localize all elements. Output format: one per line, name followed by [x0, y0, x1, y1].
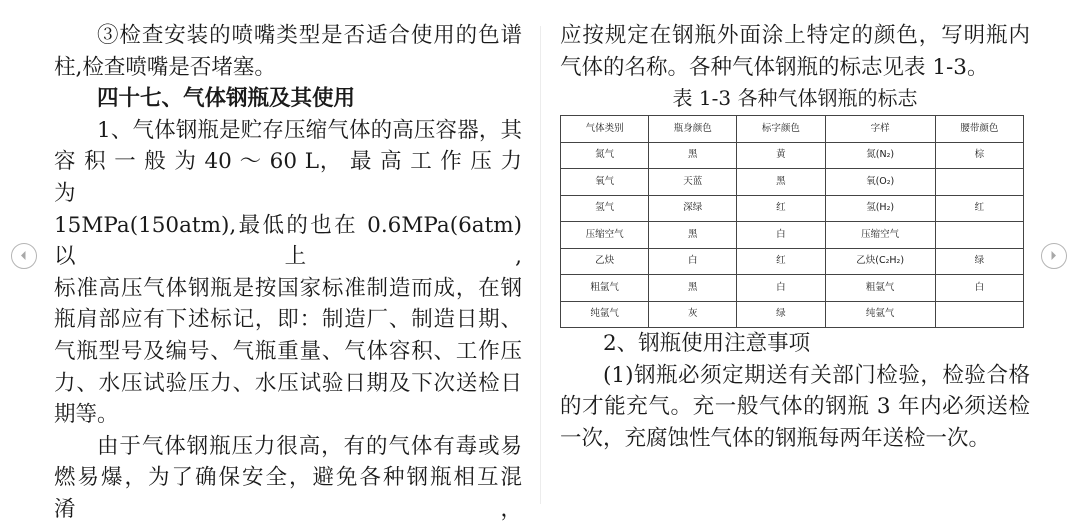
table-cell	[935, 301, 1023, 328]
table-row	[561, 195, 1024, 222]
table-cell: 绿	[935, 248, 1023, 275]
table-cell: 黑	[649, 142, 737, 169]
text-line: 柱,检查喷嘴是否堵塞。	[54, 54, 276, 80]
text-line: 2、钢瓶使用注意事项	[603, 331, 811, 357]
table-cell: 红	[737, 248, 825, 275]
text-line: 应按规定在钢瓶外面涂上特定的颜色，写明瓶内	[560, 23, 1030, 48]
table-header-cell: 气体类别	[561, 116, 649, 143]
table-cell: 灰	[649, 301, 737, 328]
table-cell: 黑	[649, 275, 737, 302]
right-page-top-text	[560, 20, 1030, 83]
text-line: 四十七、气体钢瓶及其使用	[97, 86, 356, 112]
table-cell: 黑	[649, 222, 737, 249]
table-cell: 氧气	[561, 169, 649, 196]
left-page	[54, 20, 522, 526]
next-page-button[interactable]	[1041, 243, 1067, 269]
text-line: 燃易爆，为了确保安全，避免各种钢瓶相互混淆，	[54, 465, 522, 522]
text-line: 一次，充腐蚀性气体的钢瓶每两年送检一次。	[560, 425, 991, 451]
table-cell: 乙炔(C₂H₂)	[825, 248, 935, 275]
text-line: (1)钢瓶必须定期送有关部门检验，检验合格	[603, 362, 1030, 388]
table-cell: 深绿	[649, 195, 737, 222]
table-row	[561, 169, 1024, 196]
table-header-row	[561, 116, 1024, 143]
table-cell: 乙炔	[561, 248, 649, 275]
chevron-left-icon	[12, 244, 35, 267]
table-cell: 绿	[737, 301, 825, 328]
text-line: 的才能充气。充一般气体的钢瓶 3 年内必须送检	[560, 394, 1030, 420]
page-divider	[540, 26, 541, 504]
table-row	[561, 301, 1024, 328]
table-cell: 压缩空气	[561, 222, 649, 249]
text-line: 15MPa(150atm),最低的也在 0.6MPa(6atm)以上,	[54, 212, 522, 270]
text-line: 容 积 一 般 为 40 ～ 60 L， 最 高 工 作 压 力 为	[54, 149, 522, 206]
table-cell	[935, 169, 1023, 196]
table-row	[561, 222, 1024, 249]
text-line: 1、气体钢瓶是贮存压缩气体的高压容器，其	[97, 117, 522, 143]
table-cell: 氮(N₂)	[825, 142, 935, 169]
table-header-cell: 标字颜色	[737, 116, 825, 143]
table-cell: 白	[649, 248, 737, 275]
table-cell: 棕	[935, 142, 1023, 169]
table-title: 表 1-3 各种气体钢瓶的标志	[672, 86, 918, 111]
table-cell: 氢(H₂)	[825, 195, 935, 222]
table-row	[561, 275, 1024, 302]
text-line: 气瓶型号及编号、气瓶重量、气体容积、工作压	[54, 338, 522, 364]
table-cell: 黄	[737, 142, 825, 169]
table-cell: 红	[935, 195, 1023, 222]
table-cell: 白	[737, 275, 825, 302]
table-cell: 氧(O₂)	[825, 169, 935, 196]
table-cell: 纯氩气	[825, 301, 935, 328]
chevron-right-icon	[1042, 244, 1065, 267]
table-cell	[935, 222, 1023, 249]
right-page-bottom-text	[560, 328, 1030, 454]
table-row	[561, 248, 1024, 275]
table-cell: 白	[935, 275, 1023, 302]
table-cell: 压缩空气	[825, 222, 935, 249]
right-page	[560, 20, 1030, 455]
table-cell: 氮气	[561, 142, 649, 169]
text-line: 力、水压试验压力、水压试验日期及下次送检日	[54, 370, 522, 396]
table-cell: 天蓝	[649, 169, 737, 196]
previous-page-button[interactable]	[11, 243, 37, 269]
table-header-cell: 字样	[825, 116, 935, 143]
table-header-cell: 腰带颜色	[935, 116, 1023, 143]
table-cell: 白	[737, 222, 825, 249]
table-row	[561, 142, 1024, 169]
table-cell: 氢气	[561, 195, 649, 222]
table-cell: 粗氩气	[825, 275, 935, 302]
text-line: 气体的名称。各种气体钢瓶的标志见表 1-3。	[560, 54, 989, 80]
text-line: 期等。	[54, 402, 119, 428]
text-line: 标准高压气体钢瓶是按国家标准制造而成，在钢	[54, 275, 522, 301]
table-header-cell: 瓶身颜色	[649, 116, 737, 143]
gas-cylinder-table	[560, 115, 1024, 328]
table-cell: 红	[737, 195, 825, 222]
table-cell: 纯氩气	[561, 301, 649, 328]
text-line: ③检查安装的喷嘴类型是否适合使用的色谱	[97, 23, 522, 48]
text-line: 由于气体钢瓶压力很高，有的气体有毒或易	[97, 433, 522, 459]
table-cell: 粗氩气	[561, 275, 649, 302]
table-cell: 黑	[737, 169, 825, 196]
text-line: 瓶肩部应有下述标记，即：制造厂、制造日期、	[54, 307, 522, 333]
